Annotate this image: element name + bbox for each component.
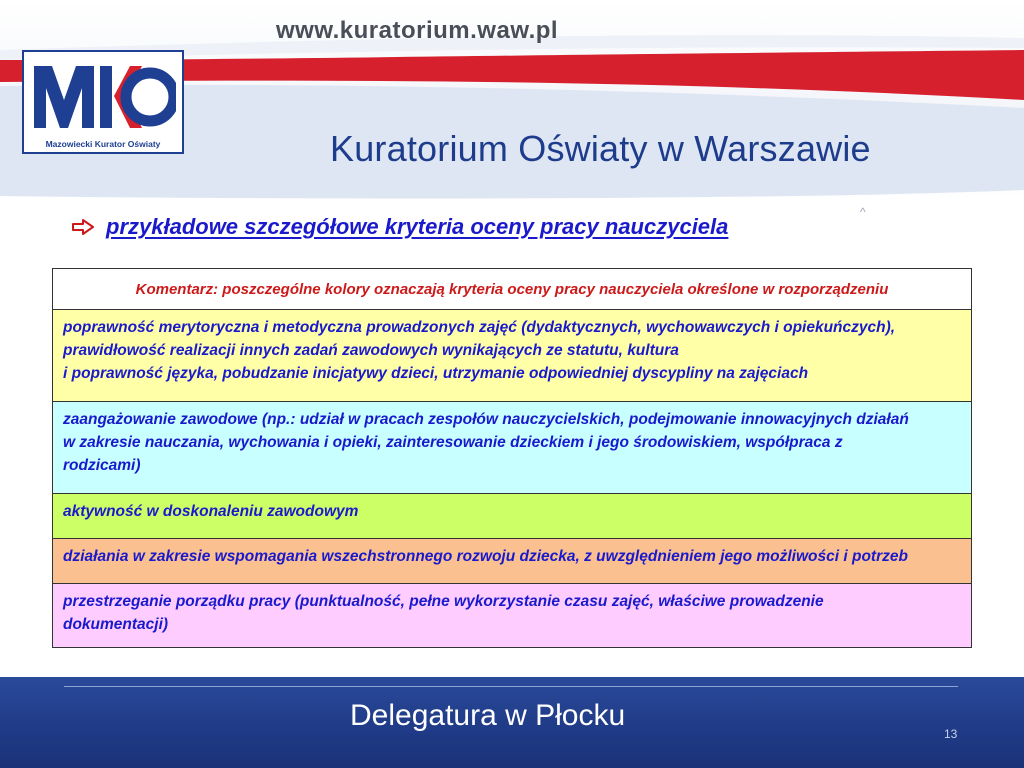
criterion-line: rodzicami) bbox=[63, 457, 141, 474]
criterion-row-1 bbox=[53, 309, 971, 401]
page-number: 13 bbox=[944, 727, 958, 741]
mko-logo bbox=[22, 50, 184, 154]
criterion-line: poprawność merytoryczna i metodyczna prowadzonych zajęć (dydaktycznych, wychowawczych i opiekuńczych), bbox=[63, 319, 896, 336]
criterion-line: dokumentacji) bbox=[63, 616, 169, 633]
criterion-line: w zakresie nauczania, wychowania i opieki, zainteresowanie dzieckiem i jego środowiskiem, współpraca z bbox=[63, 434, 843, 451]
criterion-row-2 bbox=[53, 401, 971, 493]
criteria-table bbox=[52, 268, 972, 648]
criterion-line: zaangażowanie zawodowe (np.: udział w pracach zespołów nauczycielskich, podejmowanie innowacyjnych działań bbox=[63, 411, 909, 428]
logo-caption: Mazowiecki Kurator Oświaty bbox=[45, 139, 161, 149]
slide-subtitle bbox=[72, 214, 728, 240]
subtitle-text: przykładowe szczegółowe kryteria oceny pracy nauczyciela bbox=[106, 214, 729, 239]
criterion-line: i poprawność języka, pobudzanie inicjatywy dzieci, utrzymanie odpowiedniej dyscypliny na zajęciach bbox=[63, 365, 809, 382]
caret-mark: ^ bbox=[860, 205, 866, 219]
mko-logo-icon bbox=[30, 56, 176, 136]
institution-title: Kuratorium Oświaty w Warszawie bbox=[330, 128, 871, 169]
criterion-line: działania w zakresie wspomagania wszechstronnego rozwoju dziecka, z uwzględnieniem jego możliwości i potrzeb bbox=[63, 548, 908, 565]
criterion-row-4 bbox=[53, 538, 971, 583]
slide-header bbox=[0, 0, 1024, 200]
slide-footer bbox=[0, 677, 1024, 768]
criterion-row-5 bbox=[53, 583, 971, 647]
criterion-line: prawidłowość realizacji innych zadań zawodowych wynikających ze statutu, kultura bbox=[63, 342, 679, 359]
criterion-line: przestrzeganie porządku pracy (punktualność, pełne wykorzystanie czasu zajęć, właściwe prowadzenie bbox=[63, 593, 824, 610]
arrow-right-icon bbox=[72, 219, 94, 235]
website-url: www.kuratorium.waw.pl bbox=[276, 17, 559, 44]
comment-row: Komentarz: poszczególne kolory oznaczają kryteria oceny pracy nauczyciela określone w rozporządzeniu bbox=[53, 269, 971, 309]
criterion-line: aktywność w doskonaleniu zawodowym bbox=[63, 503, 359, 520]
footer-title: Delegatura w Płocku bbox=[350, 699, 626, 732]
criterion-row-3 bbox=[53, 493, 971, 538]
footer-divider bbox=[64, 686, 958, 687]
